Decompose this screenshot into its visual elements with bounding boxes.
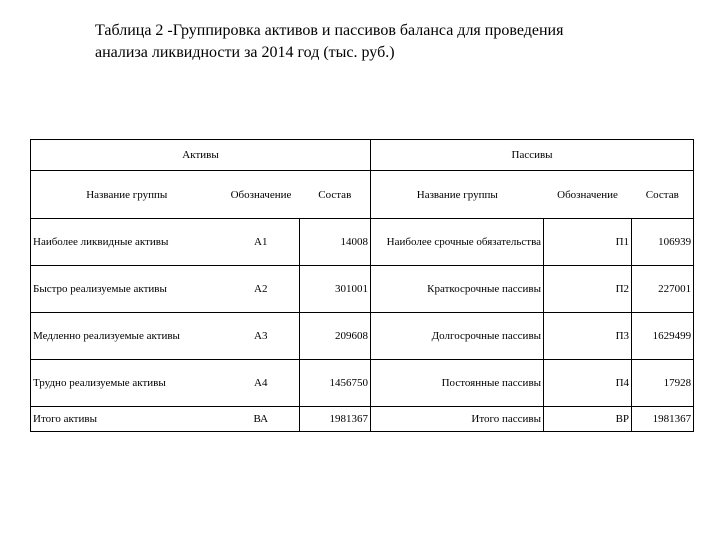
asset-code-cell: А1 (223, 219, 300, 266)
liab-group-cell: Долгосрочные пассивы (371, 313, 544, 360)
liab-total-amount: 1981367 (632, 407, 694, 432)
table-row (31, 219, 694, 266)
liab-amount-cell: 227001 (632, 266, 694, 313)
group-header-row (31, 140, 694, 171)
col-header-liab-code: Обозначение (544, 171, 632, 219)
asset-amount-cell: 1456750 (300, 360, 371, 407)
liab-code-cell: П1 (544, 219, 632, 266)
asset-group-cell: Трудно реализуемые активы (31, 360, 223, 407)
liab-group-cell: Краткосрочные пассивы (371, 266, 544, 313)
liab-group-cell: Постоянные пассивы (371, 360, 544, 407)
col-header-liab-group: Название группы (371, 171, 544, 219)
asset-total-code: ВА (223, 407, 300, 432)
asset-group-cell: Быстро реализуемые активы (31, 266, 223, 313)
asset-total-label: Итого активы (31, 407, 223, 432)
caption-line-1: Таблица 2 -Группировка активов и пассивов баланса для проведения (95, 22, 564, 39)
caption-line-2: анализа ликвидности за 2014 год (тыс. руб.) (95, 44, 395, 61)
asset-code-cell: А3 (223, 313, 300, 360)
liab-code-cell: П2 (544, 266, 632, 313)
asset-amount-cell: 209608 (300, 313, 371, 360)
liab-amount-cell: 1629499 (632, 313, 694, 360)
col-header-liab-amount: Состав (632, 171, 694, 219)
liab-total-code: ВР (544, 407, 632, 432)
liab-amount-cell: 17928 (632, 360, 694, 407)
liab-total-label: Итого пассивы (371, 407, 544, 432)
liab-amount-cell: 106939 (632, 219, 694, 266)
liab-code-cell: П3 (544, 313, 632, 360)
table-caption (95, 20, 675, 64)
asset-code-cell: А4 (223, 360, 300, 407)
col-header-asset-group: Название группы (31, 171, 223, 219)
asset-amount-cell: 14008 (300, 219, 371, 266)
assets-group-header: Активы (31, 140, 371, 171)
liab-group-cell: Наиболее срочные обязательства (371, 219, 544, 266)
asset-total-amount: 1981367 (300, 407, 371, 432)
table-row (31, 266, 694, 313)
col-header-asset-code: Обозначение (223, 171, 300, 219)
liquidity-table (30, 139, 694, 432)
table-row (31, 313, 694, 360)
liabilities-group-header: Пассивы (371, 140, 694, 171)
asset-amount-cell: 301001 (300, 266, 371, 313)
column-header-row (31, 171, 694, 219)
totals-row (31, 407, 694, 432)
table-row (31, 360, 694, 407)
liab-code-cell: П4 (544, 360, 632, 407)
asset-group-cell: Медленно реализуемые активы (31, 313, 223, 360)
col-header-asset-amount: Состав (300, 171, 371, 219)
asset-code-cell: А2 (223, 266, 300, 313)
asset-group-cell: Наиболее ликвидные активы (31, 219, 223, 266)
